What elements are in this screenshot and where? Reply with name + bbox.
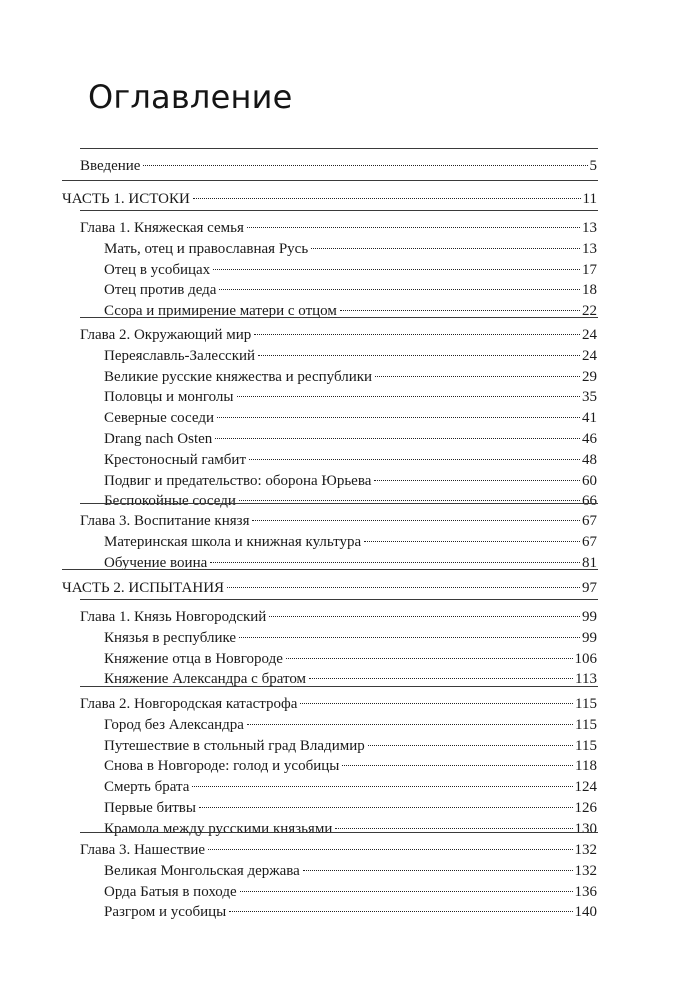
toc-entry-section[interactable] xyxy=(104,532,597,552)
toc-entry-page: 46 xyxy=(582,431,597,447)
dot-leader xyxy=(237,396,581,397)
dot-leader xyxy=(254,334,580,335)
toc-entry-page: 99 xyxy=(582,630,597,646)
toc-entry-section[interactable] xyxy=(104,387,597,407)
toc-entry-title: Путешествие в стольный град Владимир xyxy=(104,738,365,754)
toc-entry-title: Княжение отца в Новгороде xyxy=(104,651,283,667)
dot-leader xyxy=(239,500,580,501)
dot-leader xyxy=(219,289,580,290)
dot-leader xyxy=(217,417,580,418)
dot-leader xyxy=(368,745,573,746)
toc-entry-title: Смерть брата xyxy=(104,779,190,795)
toc-entry-chapter[interactable] xyxy=(80,694,597,714)
toc-entry-title: Крамола между русскими князьями xyxy=(104,821,333,837)
toc-entry-page: 81 xyxy=(582,555,597,571)
dot-leader xyxy=(340,310,580,311)
chapter-divider xyxy=(80,686,598,687)
toc-entry-title: ЧАСТЬ 2. ИСПЫТАНИЯ xyxy=(62,580,225,596)
toc-entry-page: 24 xyxy=(582,327,597,343)
dot-leader xyxy=(192,786,572,787)
toc-entry-title: Княжение Александра с братом xyxy=(104,671,307,687)
toc-entry-page: 41 xyxy=(582,410,597,426)
toc-entry-title: Половцы и монголы xyxy=(104,389,234,405)
toc-entry-title: Подвиг и предательство: оборона Юрьева xyxy=(104,473,372,489)
toc-entry-page: 130 xyxy=(574,821,597,837)
toc-entry-page: 113 xyxy=(575,671,597,687)
toc-entry-section[interactable] xyxy=(104,346,597,366)
toc-entry-page: 35 xyxy=(582,389,597,405)
toc-entry-page: 29 xyxy=(582,369,597,385)
toc-entry-title: Глава 1. Князь Новгородский xyxy=(80,609,267,625)
toc-entry-title: Великая Монгольская держава xyxy=(104,863,300,879)
toc-entry-page: 22 xyxy=(582,303,597,319)
dot-leader xyxy=(240,891,573,892)
toc-entry-section[interactable] xyxy=(104,280,597,300)
dot-leader xyxy=(210,562,580,563)
toc-entry-intro[interactable] xyxy=(80,156,597,176)
toc-entry-page: 136 xyxy=(574,884,597,900)
toc-entry-page: 18 xyxy=(582,282,597,298)
toc-entry-title: Переяславль-Залесский xyxy=(104,348,256,364)
chapter-divider xyxy=(80,832,598,833)
dot-leader xyxy=(269,616,580,617)
dot-leader xyxy=(309,678,573,679)
part-divider xyxy=(62,180,598,181)
toc-entry-chapter[interactable] xyxy=(80,840,597,860)
toc-entry-title: Разгром и усобицы xyxy=(104,904,227,920)
toc-entry-section[interactable] xyxy=(104,861,597,881)
chapter-divider xyxy=(80,317,598,318)
toc-entry-page: 118 xyxy=(575,758,597,774)
toc-entry-title: Северные соседи xyxy=(104,410,215,426)
dot-leader xyxy=(215,438,580,439)
toc-entry-section[interactable] xyxy=(104,367,597,387)
toc-entry-page: 66 xyxy=(582,493,597,509)
toc-entry-title: Снова в Новгороде: голод и усобицы xyxy=(104,758,340,774)
toc-entry-page: 97 xyxy=(582,580,597,596)
dot-leader xyxy=(193,198,581,199)
toc-entry-section[interactable] xyxy=(104,777,597,797)
toc-entry-title: Город без Александра xyxy=(104,717,244,733)
dot-leader xyxy=(364,541,580,542)
toc-entry-section[interactable] xyxy=(104,902,597,922)
part-divider xyxy=(62,569,598,570)
toc-entry-title: Великие русские княжества и республики xyxy=(104,369,373,385)
toc-entry-section[interactable] xyxy=(104,628,597,648)
toc-entry-section[interactable] xyxy=(104,715,597,735)
toc-entry-page: 5 xyxy=(589,158,597,174)
dot-leader xyxy=(213,269,580,270)
toc-entry-page: 13 xyxy=(582,241,597,257)
dot-leader xyxy=(342,765,573,766)
toc-entry-title: Обучение воина xyxy=(104,555,208,571)
toc-entry-title: Отец против деда xyxy=(104,282,217,298)
dot-leader xyxy=(252,520,580,521)
toc-entry-page: 24 xyxy=(582,348,597,364)
toc-entry-title: Материнская школа и книжная культура xyxy=(104,534,362,550)
toc-entry-section[interactable] xyxy=(104,429,597,449)
dot-leader xyxy=(303,870,573,871)
toc-entry-title: Отец в усобицах xyxy=(104,262,211,278)
dot-leader xyxy=(375,376,580,377)
toc-entry-page: 99 xyxy=(582,609,597,625)
toc-entry-title: Глава 3. Воспитание князя xyxy=(80,513,250,529)
toc-entry-title: Беспокойные соседи xyxy=(104,493,236,509)
toc-entry-title: Крестоносный гамбит xyxy=(104,452,247,468)
dot-leader xyxy=(247,724,573,725)
dot-leader xyxy=(311,248,580,249)
toc-entry-page: 67 xyxy=(582,513,597,529)
toc-entry-page: 13 xyxy=(582,220,597,236)
toc-entry-section[interactable] xyxy=(104,260,597,280)
dot-leader xyxy=(258,355,580,356)
dot-leader xyxy=(249,459,580,460)
toc-entry-title: Первые битвы xyxy=(104,800,196,816)
dot-leader xyxy=(239,637,580,638)
toc-entry-title: Глава 2. Окружающий мир xyxy=(80,327,252,343)
toc-entry-title: Drang nach Osten xyxy=(104,431,213,447)
toc-entry-title: Глава 2. Новгородская катастрофа xyxy=(80,696,298,712)
toc-entry-title: Ссора и примирение матери с отцом xyxy=(104,303,337,319)
dot-leader xyxy=(208,849,572,850)
toc-entry-page: 132 xyxy=(574,842,597,858)
toc-entry-section[interactable] xyxy=(104,491,597,511)
dot-leader xyxy=(199,807,573,808)
chapter-divider xyxy=(80,503,598,504)
toc-entry-page: 106 xyxy=(574,651,597,667)
dot-leader xyxy=(374,480,580,481)
toc-entry-page: 124 xyxy=(574,779,597,795)
toc-entry-section[interactable] xyxy=(104,756,597,776)
dot-leader xyxy=(143,165,587,166)
toc-entry-chapter[interactable] xyxy=(80,607,597,627)
toc-entry-section[interactable] xyxy=(104,798,597,818)
dot-leader xyxy=(227,587,580,588)
toc-entry-section[interactable] xyxy=(104,649,597,669)
toc-entry-page: 11 xyxy=(582,191,597,207)
toc-entry-part[interactable] xyxy=(62,189,597,209)
page-title: Оглавление xyxy=(88,78,293,116)
toc-entry-page: 126 xyxy=(574,800,597,816)
dot-leader xyxy=(335,828,572,829)
toc-entry-chapter[interactable] xyxy=(80,511,597,531)
toc-entry-page: 132 xyxy=(574,863,597,879)
toc-entry-section[interactable] xyxy=(104,819,597,839)
toc-entry-title: Князья в республике xyxy=(104,630,237,646)
toc-entry-page: 48 xyxy=(582,452,597,468)
dot-leader xyxy=(247,227,580,228)
toc-entry-chapter[interactable] xyxy=(80,325,597,345)
toc-entry-section[interactable] xyxy=(104,882,597,902)
toc-entry-title: Мать, отец и православная Русь xyxy=(104,241,309,257)
divider xyxy=(80,148,598,149)
dot-leader xyxy=(300,703,573,704)
toc-entry-title: Глава 1. Княжеская семья xyxy=(80,220,244,236)
toc-entry-page: 115 xyxy=(575,738,597,754)
toc-entry-page: 115 xyxy=(575,696,597,712)
toc-entry-chapter[interactable] xyxy=(80,218,597,238)
chapter-divider xyxy=(80,210,598,211)
toc-entry-page: 17 xyxy=(582,262,597,278)
toc-entry-section[interactable] xyxy=(104,239,597,259)
toc-entry-section[interactable] xyxy=(104,553,597,573)
dot-leader xyxy=(229,911,572,912)
toc-entry-section[interactable] xyxy=(104,408,597,428)
toc-entry-title: Глава 3. Нашествие xyxy=(80,842,206,858)
toc-entry-part[interactable] xyxy=(62,578,597,598)
chapter-divider xyxy=(80,599,598,600)
toc-entry-page: 140 xyxy=(574,904,597,920)
toc-entry-section[interactable] xyxy=(104,450,597,470)
toc-entry-page: 67 xyxy=(582,534,597,550)
toc-entry-section[interactable] xyxy=(104,301,597,321)
toc-entry-page: 60 xyxy=(582,473,597,489)
toc-entry-page: 115 xyxy=(575,717,597,733)
toc-entry-title: Введение xyxy=(80,158,141,174)
dot-leader xyxy=(286,658,573,659)
toc-entry-section[interactable] xyxy=(104,471,597,491)
toc-entry-title: ЧАСТЬ 1. ИСТОКИ xyxy=(62,191,190,207)
toc-entry-section[interactable] xyxy=(104,736,597,756)
toc-entry-title: Орда Батыя в походе xyxy=(104,884,237,900)
